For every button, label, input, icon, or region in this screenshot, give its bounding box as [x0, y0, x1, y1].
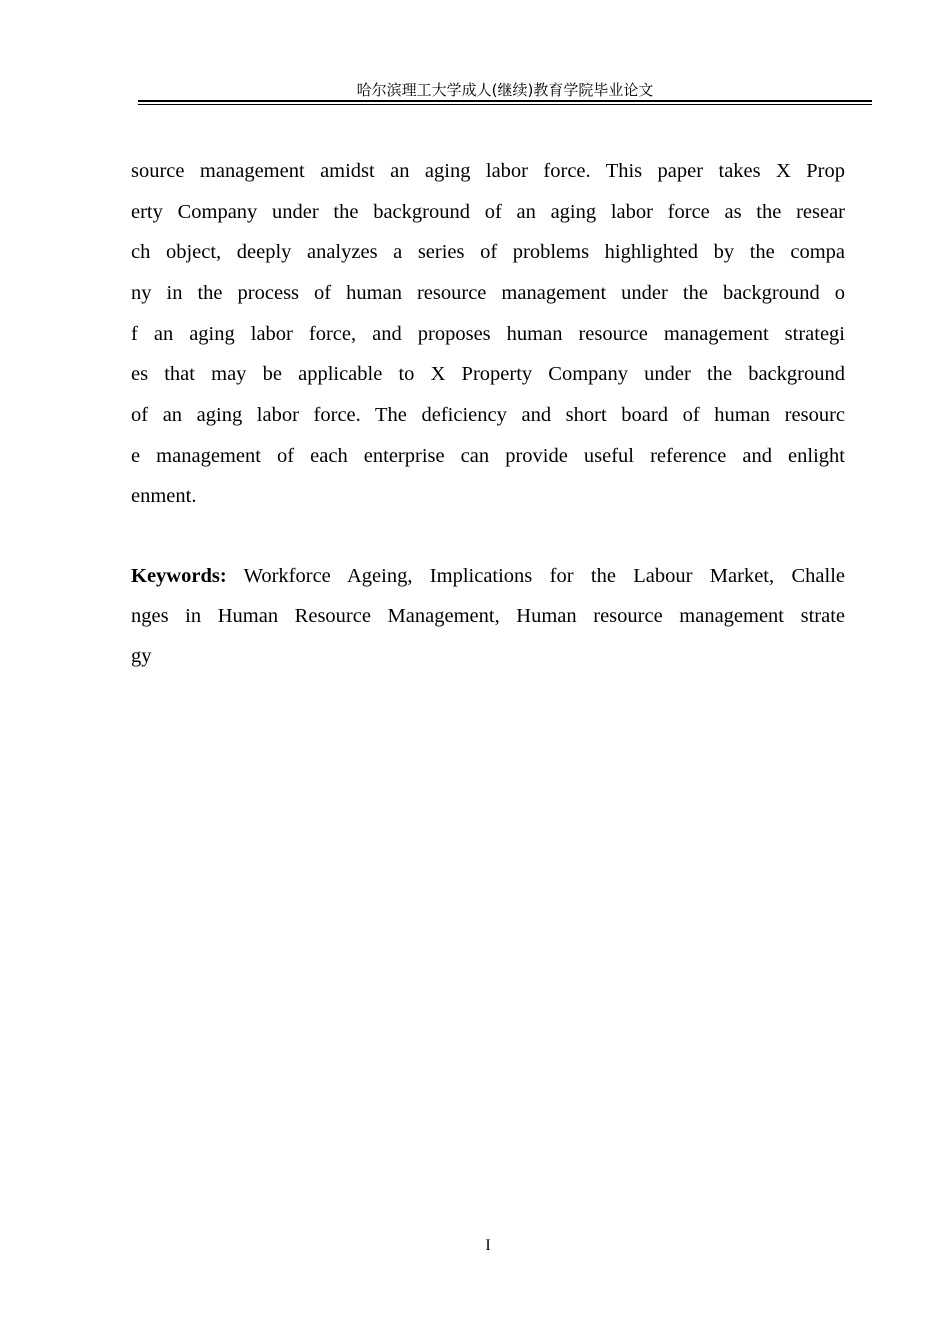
- abstract-line: f an aging labor force, and proposes human resource management strategi: [131, 323, 845, 345]
- abstract-line: e management of each enterprise can provide useful reference and enlight: [131, 445, 845, 467]
- abstract-line: of an aging labor force. The deficiency and short board of human resourc: [131, 404, 845, 426]
- header-rule-thick: [138, 100, 872, 102]
- page-number: I: [485, 1237, 491, 1254]
- abstract-line: erty Company under the background of an aging labor force as the resear: [131, 201, 845, 223]
- keywords-line: nges in Human Resource Management, Human resource management strate: [131, 605, 845, 627]
- keywords-line: [131, 556, 845, 596]
- header-rule-thin: [138, 104, 872, 105]
- keywords-label: Keywords:: [131, 565, 227, 587]
- abstract-line: ny in the process of human resource management under the background o: [131, 282, 845, 304]
- abstract-line: enment.: [131, 485, 197, 507]
- abstract-line: ch object, deeply analyzes a series of problems highlighted by the compa: [131, 241, 845, 263]
- keywords-text: Workforce Ageing, Implications for the Labour Market, Challe: [226, 565, 845, 587]
- running-header: 哈尔滨理工大学成人(继续)教育学院毕业论文: [356, 81, 654, 99]
- abstract-line: source management amidst an aging labor force. This paper takes X Prop: [131, 160, 845, 182]
- keywords-line: gy: [131, 645, 152, 667]
- abstract-line: es that may be applicable to X Property Company under the background: [131, 363, 845, 385]
